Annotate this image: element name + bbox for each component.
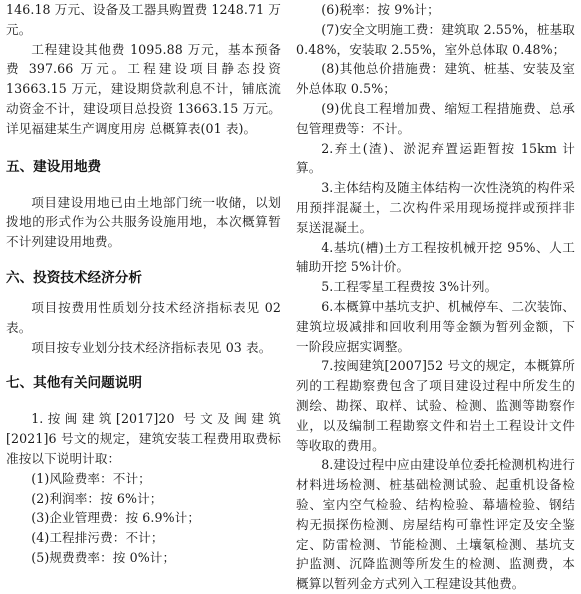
list-item: (2)利润率：按 6%计； xyxy=(31,490,163,506)
list-item: (9)优良工程增加费、缩短工程措施费、总承包管理费等：不计。 xyxy=(296,100,575,136)
section-heading-land-cost: 五、建设用地费 xyxy=(6,158,102,175)
fee-standard-paragraph: 1.按闽建筑[2017]20 号文及闽建筑[2021]6 号文的规定，建筑安装工程费用取费标准按以下说明计取： xyxy=(6,411,281,466)
note-paragraph: 8.建设过程中应由建设单位委托检测机构进行材料进场检测、桩基础检测试验、起重机设备检验、室内空气检验、结构检验、幕墙检验、钢结构无损探伤检测、房屋结构可靠性评定及安全鉴定、防雷检测、节能检测、土壤氡检测、基坑支护监测、沉降监测等所发生的检测、监测费，本概算以暂列金方式列入工程建设其他费。 xyxy=(296,457,575,592)
investment-summary-paragraph: 工程建设其他费 1095.88 万元，基本预备费 397.66 万元。工程建设项目静态投资 13663.15 万元，建设期贷款利息不计，铺底流动资金不计，建设项目总投资 13663.15 万元。详见福建某生产调度用房 总概算表(01 表)。 xyxy=(6,41,281,136)
section-heading-other-notes: 七、其他有关问题说明 xyxy=(6,375,142,392)
list-item: (8)其他总价措施费：建筑、桩基、安装及室外总体取 0.5%； xyxy=(296,61,575,97)
list-item: (3)企业管理费：按 6.9%计； xyxy=(31,510,201,526)
note-paragraph: 3.主体结构及随主体结构一次性浇筑的构件采用预拌混凝土，二次构件采用现场搅拌或预拌非泵送混凝土。 xyxy=(296,180,575,235)
list-item: (7)安全文明施工费：建筑取 2.55%，桩基取 0.48%，安装取 2.55%，室外总体取 0.48%； xyxy=(296,21,575,57)
economic-analysis-paragraph-2: 项目按专业划分技术经济指标表见 03 表。 xyxy=(31,339,272,355)
economic-analysis-paragraph-1: 项目按费用性质划分技术经济指标表见 02 表。 xyxy=(6,299,281,335)
left-column xyxy=(6,0,281,568)
list-item: (1)风险费率：不计； xyxy=(31,470,151,486)
note-paragraph: 2.弃土(渣)、淤泥弃置运距暂按 15km 计算。 xyxy=(296,140,575,176)
list-item: (4)工程排污费：不计； xyxy=(31,530,164,546)
note-paragraph: 6.本概算中基坑支护、机械停车、二次装饰、建筑垃圾减排和回收利用等金额为暂列金额，下一阶段应据实调整。 xyxy=(296,298,575,354)
list-item: (5)规费费率：按 0%计； xyxy=(31,549,176,565)
note-paragraph: 5.工程零星工程费按 3%计列。 xyxy=(321,279,498,295)
land-cost-paragraph: 项目建设用地已由土地部门统一收储，以划拨地的形式作为公共服务设施用地，本次概算暂不计列建设用地费。 xyxy=(6,194,281,250)
section-heading-economic-analysis: 六、投资技术经济分析 xyxy=(6,269,142,286)
note-paragraph: 4.基坑(槽)土方工程按机械开挖 95%、人工辅助开挖 5%计价。 xyxy=(296,239,575,275)
right-column xyxy=(296,0,575,594)
continuation-paragraph: 146.18 万元、设备及工器具购置费 1248.71 万元。 xyxy=(6,2,281,37)
list-item: (6)税率：按 9%计； xyxy=(321,2,440,17)
note-paragraph: 7.按闽建筑[2007]52 号文的规定，本概算所列的工程勘察费包含了项目建设过程中所发生的测绘、勘探、取样、试验、检测、监测等勘察作业，以及编制工程勘察文件和岩土工程设计文件等收取的费用。 xyxy=(296,358,575,453)
